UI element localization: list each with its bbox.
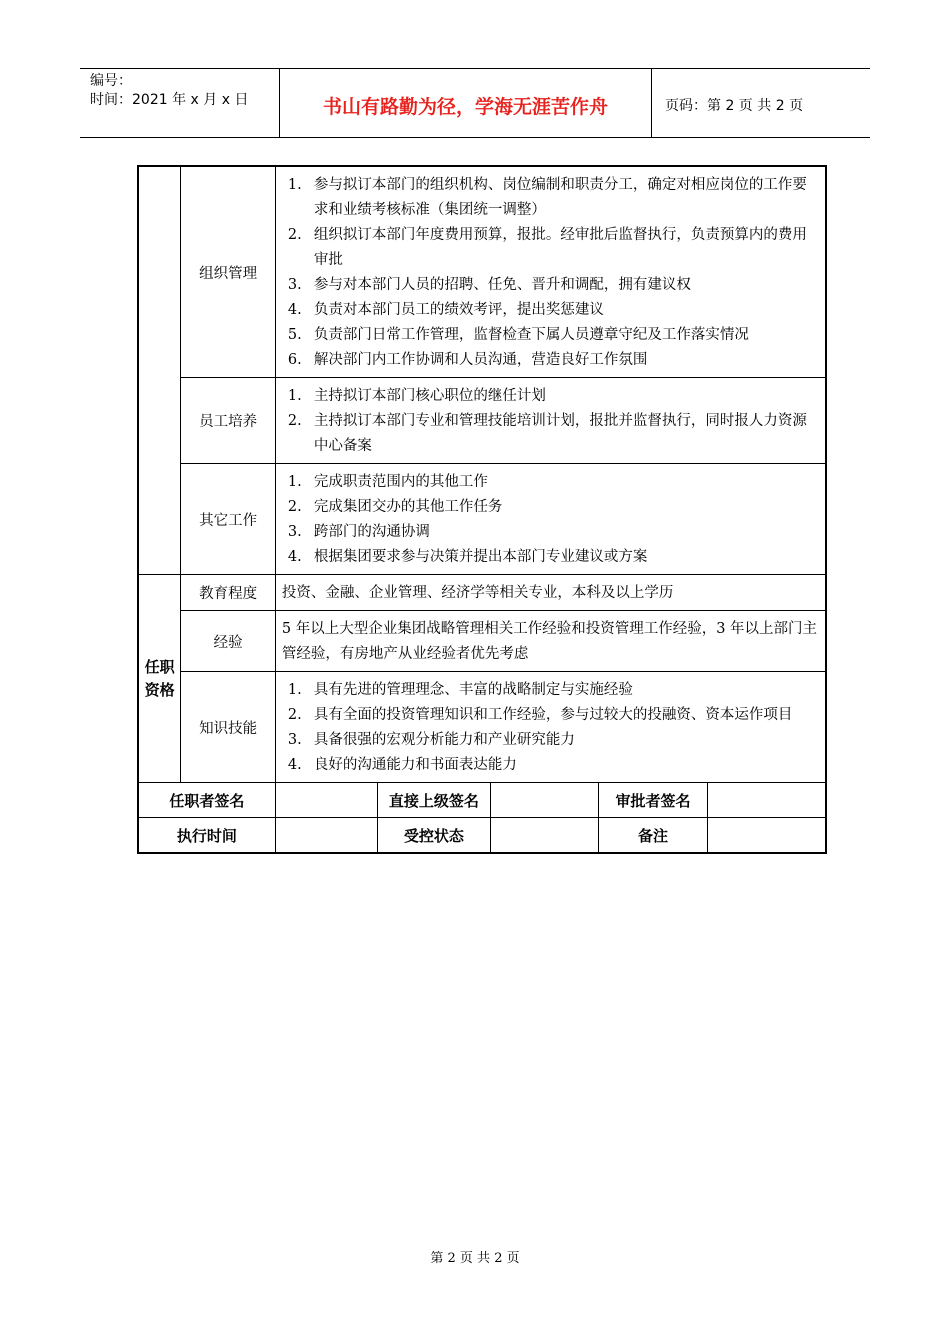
- list-item: 3. 具备很强的宏观分析能力和产业研究能力: [287, 732, 575, 748]
- skills-list: [282, 678, 821, 778]
- job-description-table: [137, 165, 827, 854]
- execution-time-field[interactable]: [275, 818, 377, 854]
- list-item: 3. 跨部门的沟通协调: [287, 524, 430, 540]
- page-header: [80, 68, 870, 138]
- header-page-info: 页码：第 2 页 共 2 页: [665, 98, 804, 114]
- org-mgmt-content: [275, 166, 826, 378]
- header-meta: [80, 69, 280, 137]
- row-experience: [138, 611, 826, 672]
- list-item: 4. 负责对本部门员工的绩效考评，提出奖惩建议: [287, 302, 604, 318]
- approver-signature-field[interactable]: [708, 783, 826, 818]
- holder-signature-label: 任职者签名: [138, 783, 275, 818]
- list-item: 2. 具有全面的投资管理知识和工作经验，参与过较大的投融资、资本运作项目: [287, 707, 793, 723]
- other-content: [275, 464, 826, 575]
- list-item: 2. 完成集团交办的其他工作任务: [287, 499, 503, 515]
- org-mgmt-label: 组织管理: [181, 166, 275, 378]
- header-motto: 书山有路勤为径，学海无涯苦作舟: [280, 69, 652, 137]
- row-skills: [138, 672, 826, 783]
- training-content: [275, 378, 826, 464]
- other-list: [282, 470, 821, 570]
- skills-label: 知识技能: [181, 672, 275, 783]
- other-label: 其它工作: [181, 464, 275, 575]
- remarks-field[interactable]: [708, 818, 826, 854]
- row-education: [138, 575, 826, 611]
- row-training: [138, 378, 826, 464]
- time-label: 时间：2021 年 x 月 x 日: [90, 92, 249, 108]
- signature-row-1: [138, 783, 826, 818]
- page-footer: 第 2 页 共 2 页: [430, 1251, 520, 1266]
- approver-signature-label: 审批者签名: [598, 783, 708, 818]
- education-label: 教育程度: [181, 575, 275, 611]
- training-label: 员工培养: [181, 378, 275, 464]
- education-content: 投资、金融、企业管理、经济学等相关专业，本科及以上学历: [275, 575, 826, 611]
- experience-content: 5 年以上大型企业集团战略管理相关工作经验和投资管理工作经验，3 年以上部门主管经验，有房地产从业经验者优先考虑: [275, 611, 826, 672]
- list-item: 4. 良好的沟通能力和书面表达能力: [287, 757, 517, 773]
- list-item: 5. 负责部门日常工作管理，监督检查下属人员遵章守纪及工作落实情况: [287, 327, 749, 343]
- duties-section-cell: [138, 166, 181, 575]
- list-item: 6. 解决部门内工作协调和人员沟通，营造良好工作氛围: [287, 352, 648, 368]
- holder-signature-field[interactable]: [275, 783, 377, 818]
- list-item: 2. 主持拟订本部门专业和管理技能培训计划，报批并监督执行，同时报人力资源中心备案: [287, 413, 807, 454]
- control-status-label: 受控状态: [378, 818, 491, 854]
- remarks-label: 备注: [598, 818, 708, 854]
- list-item: 1. 具有先进的管理理念、丰富的战略制定与实施经验: [287, 682, 633, 698]
- signature-row-2: [138, 818, 826, 854]
- list-item: 1. 参与拟订本部门的组织机构、岗位编制和职责分工，确定对相应岗位的工作要求和业绩考核标准（集团统一调整）: [287, 177, 807, 218]
- supervisor-signature-label: 直接上级签名: [378, 783, 491, 818]
- list-item: 1. 完成职责范围内的其他工作: [287, 474, 488, 490]
- list-item: 2. 组织拟订本部门年度费用预算，报批。经审批后监督执行，负责预算内的费用审批: [287, 227, 807, 268]
- number-label: 编号：: [90, 73, 132, 89]
- qualifications-section-label: 任职资格: [138, 575, 181, 783]
- supervisor-signature-field[interactable]: [490, 783, 598, 818]
- skills-content: [275, 672, 826, 783]
- training-list: [282, 384, 821, 459]
- control-status-field[interactable]: [490, 818, 598, 854]
- experience-label: 经验: [181, 611, 275, 672]
- org-mgmt-list: [282, 173, 821, 373]
- row-other: [138, 464, 826, 575]
- list-item: 3. 参与对本部门人员的招聘、任免、晋升和调配，拥有建议权: [287, 277, 691, 293]
- execution-time-label: 执行时间: [138, 818, 275, 854]
- row-org-mgmt: [138, 166, 826, 378]
- list-item: 1. 主持拟订本部门核心职位的继任计划: [287, 388, 546, 404]
- list-item: 4. 根据集团要求参与决策并提出本部门专业建议或方案: [287, 549, 648, 565]
